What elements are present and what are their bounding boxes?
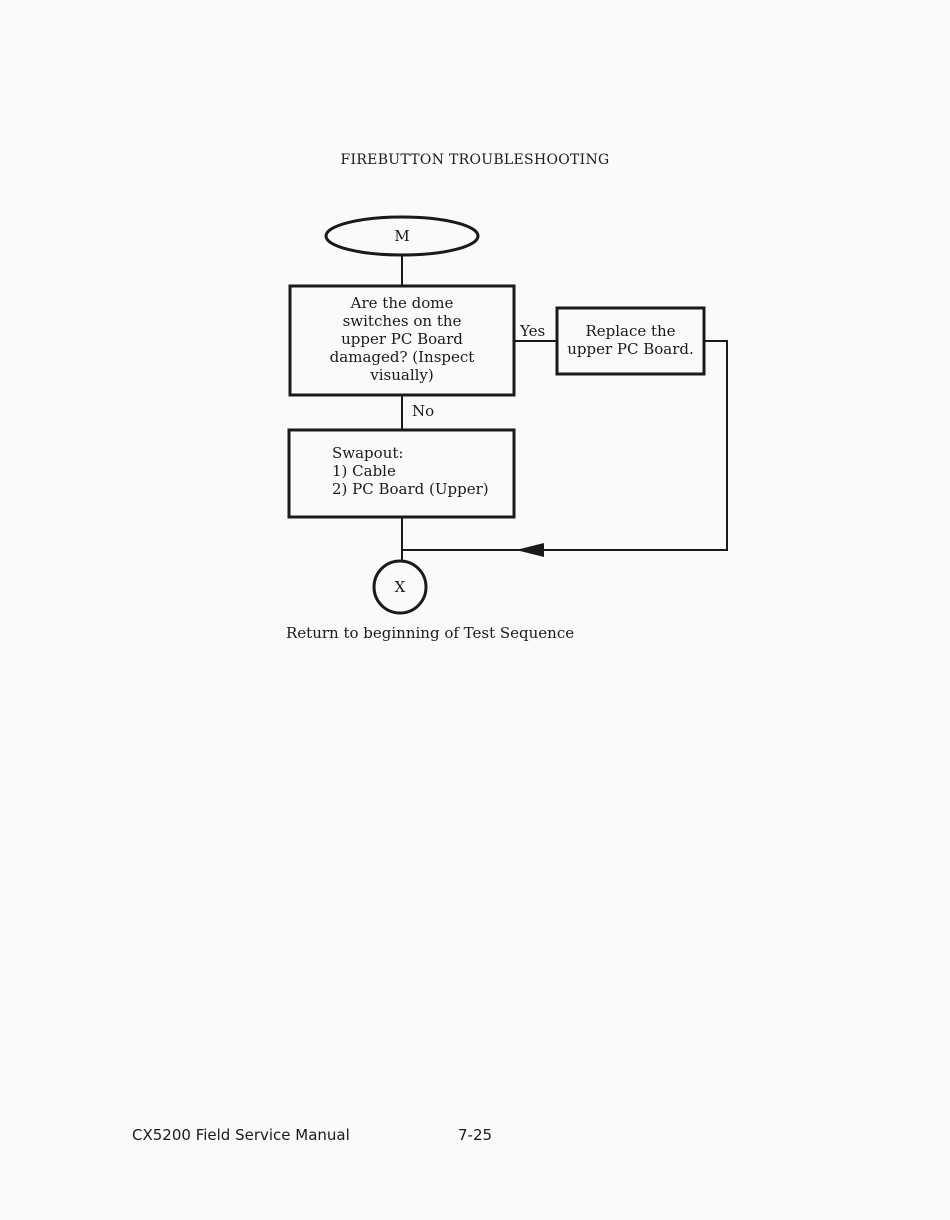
decision-line: upper PC Board: [341, 330, 463, 348]
footer-manual-name: CX5200 Field Service Manual: [132, 1126, 350, 1144]
page-title: FIREBUTTON TROUBLESHOOTING: [340, 152, 610, 168]
decision-line: switches on the: [342, 312, 462, 330]
decision-line: visually): [370, 366, 434, 384]
swapout-text: [332, 444, 508, 498]
return-arrow-head: [516, 543, 544, 557]
end-connector-label: X: [394, 578, 406, 596]
replace-line: upper PC Board.: [567, 340, 694, 358]
decision-line: Are the dome: [350, 294, 454, 312]
return-caption: Return to beginning of Test Sequence: [286, 624, 575, 642]
no-label: No: [412, 402, 435, 420]
replace-text: [560, 322, 701, 358]
decision-line: damaged? (Inspect: [329, 348, 475, 366]
swapout-line: 2) PC Board (Upper): [332, 480, 489, 498]
decision-text: [300, 294, 504, 384]
footer-page-number: 7-25: [458, 1126, 493, 1144]
yes-label: Yes: [520, 322, 546, 340]
swapout-line: 1) Cable: [332, 462, 396, 480]
start-connector-label: M: [394, 227, 410, 245]
swapout-line: Swapout:: [332, 444, 404, 462]
replace-line: Replace the: [585, 322, 676, 340]
